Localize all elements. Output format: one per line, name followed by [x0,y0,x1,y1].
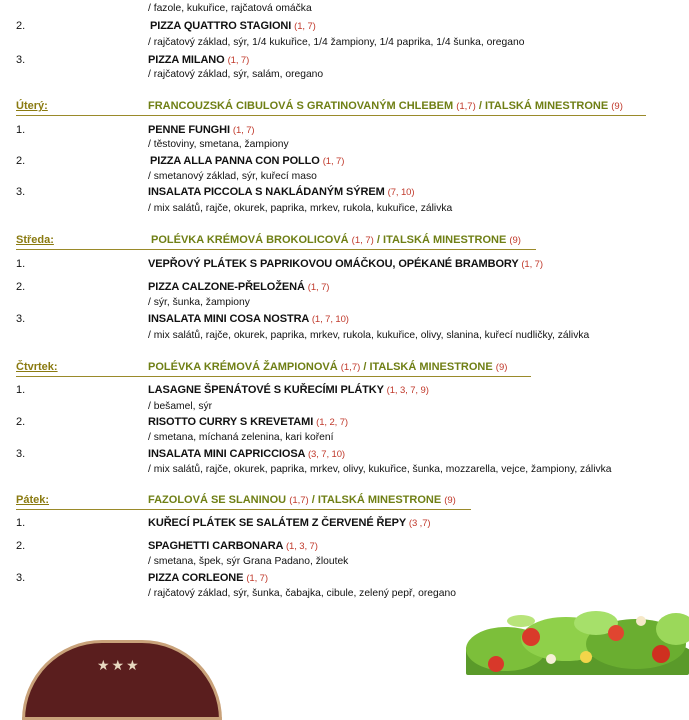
allergens: (1, 3, 7) [285,541,318,552]
soup-line: POLÉVKA KRÉMOVÁ BROKOLICOVÁ (1, 7) / ITALSKÁ MINESTRONE (9) [151,234,521,246]
allergens: (1, 7) [227,55,250,66]
day-header-wednesday [0,234,689,252]
restaurant-logo [22,640,222,720]
soup-line: FAZOLOVÁ SE SLANINOU (1,7) / ITALSKÁ MINESTRONE (9) [148,494,456,506]
item-description: / mix salátů, rajče, okurek, paprika, mrkev, olivy, kukuřice, šunka, mozzarella, vejce, žampiony, zálivka [148,464,612,475]
allergens: (1, 3, 7, 9) [386,385,429,396]
divider [16,509,471,510]
dish-name: PIZZA QUATTRO STAGIONI (1, 7) [150,20,316,32]
item-number: 2. [16,540,26,552]
item-description: / mix salátů, rajče, okurek, paprika, mrkev, rukola, kukuřice, zálivka [148,203,453,214]
day-name: Středa: [16,234,54,246]
divider [16,115,646,116]
divider [16,376,531,377]
soup-line: POLÉVKA KRÉMOVÁ ŽAMPIONOVÁ (1,7) / ITALSKÁ MINESTRONE (9) [148,361,508,373]
item-number: 3. [16,313,26,325]
item-description: / smetanový základ, sýr, kuřecí maso [148,171,317,182]
item-number: 3. [16,448,26,460]
item-description: / bešamel, sýr [148,401,213,412]
item-number: 2. [16,20,26,32]
item-description: / fazole, kukuřice, rajčatová omáčka [148,3,312,14]
allergens: (1, 7) [232,125,255,136]
item-number: 2. [16,281,26,293]
day-header-thursday [0,361,689,379]
allergens: (1, 7) [294,21,316,32]
item-number: 3. [16,186,26,198]
allergens: (1, 7) [322,156,345,167]
dish-name: INSALATA PICCOLA S NAKLÁDANÝM SÝREM (7, 10) [148,186,415,198]
item-number: 2. [16,155,26,167]
allergens: (1, 7) [521,259,543,270]
divider [16,249,536,250]
item-number: 1. [16,384,26,396]
dish-name: KUŘECÍ PLÁTEK SE SALÁTEM Z ČERVENÉ ŘEPY (3 ,7) [148,517,431,529]
logo-stars: ★★★ [97,657,141,673]
dish-name: SPAGHETTI CARBONARA (1, 3, 7) [148,540,318,552]
dish-name: PENNE FUNGHI (1, 7) [148,124,255,136]
item-number: 1. [16,517,26,529]
allergens: (3, 7, 10) [307,449,345,460]
day-name: Čtvrtek: [16,361,58,373]
item-description: / rajčatový základ, sýr, šunka, čabajka, cibule, zelený pepř, oregano [148,588,456,599]
dish-name: INSALATA MINI CAPRICCIOSA (3, 7, 10) [148,448,345,460]
item-description: / těstoviny, smetana, žampiony [148,139,289,150]
day-name: Pátek: [16,494,50,506]
item-number: 2. [16,416,26,428]
dish-name: PIZZA MILANO (1, 7) [148,54,250,66]
item-number: 3. [16,572,26,584]
day-header-tuesday [0,100,689,118]
allergens: (3 ,7) [408,518,431,529]
allergens: (1, 7) [307,282,330,293]
dish-name: PIZZA ALLA PANNA CON POLLO (1, 7) [150,155,345,167]
allergens: (1, 7, 10) [311,314,349,325]
dish-name: VEPŘOVÝ PLÁTEK S PAPRIKOVOU OMÁČKOU, OPÉKANÉ BRAMBORY (1, 7) [148,258,543,270]
item-description: / smetana, míchaná zelenina, kari koření [148,432,334,443]
item-description: / mix salátů, rajče, okurek, paprika, mrkev, rukola, kukuřice, olivy, slanina, kuřecí nudličky, zálivka [148,330,590,341]
day-header-friday [0,494,689,512]
allergens: (7, 10) [387,187,415,198]
item-number: 1. [16,258,26,270]
dish-name: INSALATA MINI COSA NOSTRA (1, 7, 10) [148,313,349,325]
allergens: (1, 2, 7) [316,417,348,428]
dish-name: PIZZA CORLEONE (1, 7) [148,572,268,584]
item-description: / rajčatový základ, sýr, 1/4 kukuřice, 1/4 žampiony, 1/4 paprika, 1/4 šunka, oregano [148,37,525,48]
soup-line: FRANCOUZSKÁ CIBULOVÁ S GRATINOVANÝM CHLEBEM (1,7) / ITALSKÁ MINESTRONE (9) [148,100,623,112]
salad-illustration [466,609,689,675]
item-number: 1. [16,124,26,136]
salad-photo [466,609,689,675]
dish-name: RISOTTO CURRY S KREVETAMI (1, 2, 7) [148,416,348,428]
dish-name: LASAGNE ŠPENÁTOVÉ S KUŘECÍMI PLÁTKY (1, 3, 7, 9) [148,384,429,396]
dish-name: PIZZA CALZONE-PŘELOŽENÁ (1, 7) [148,281,330,293]
item-description: / smetana, špek, sýr Grana Padano, žloutek [148,556,349,567]
item-number: 3. [16,54,26,66]
item-description: / rajčatový základ, sýr, salám, oregano [148,69,324,80]
allergens: (1, 7) [246,573,268,584]
item-description: / sýr, šunka, žampiony [148,297,250,308]
day-name: Úterý: [16,100,48,112]
